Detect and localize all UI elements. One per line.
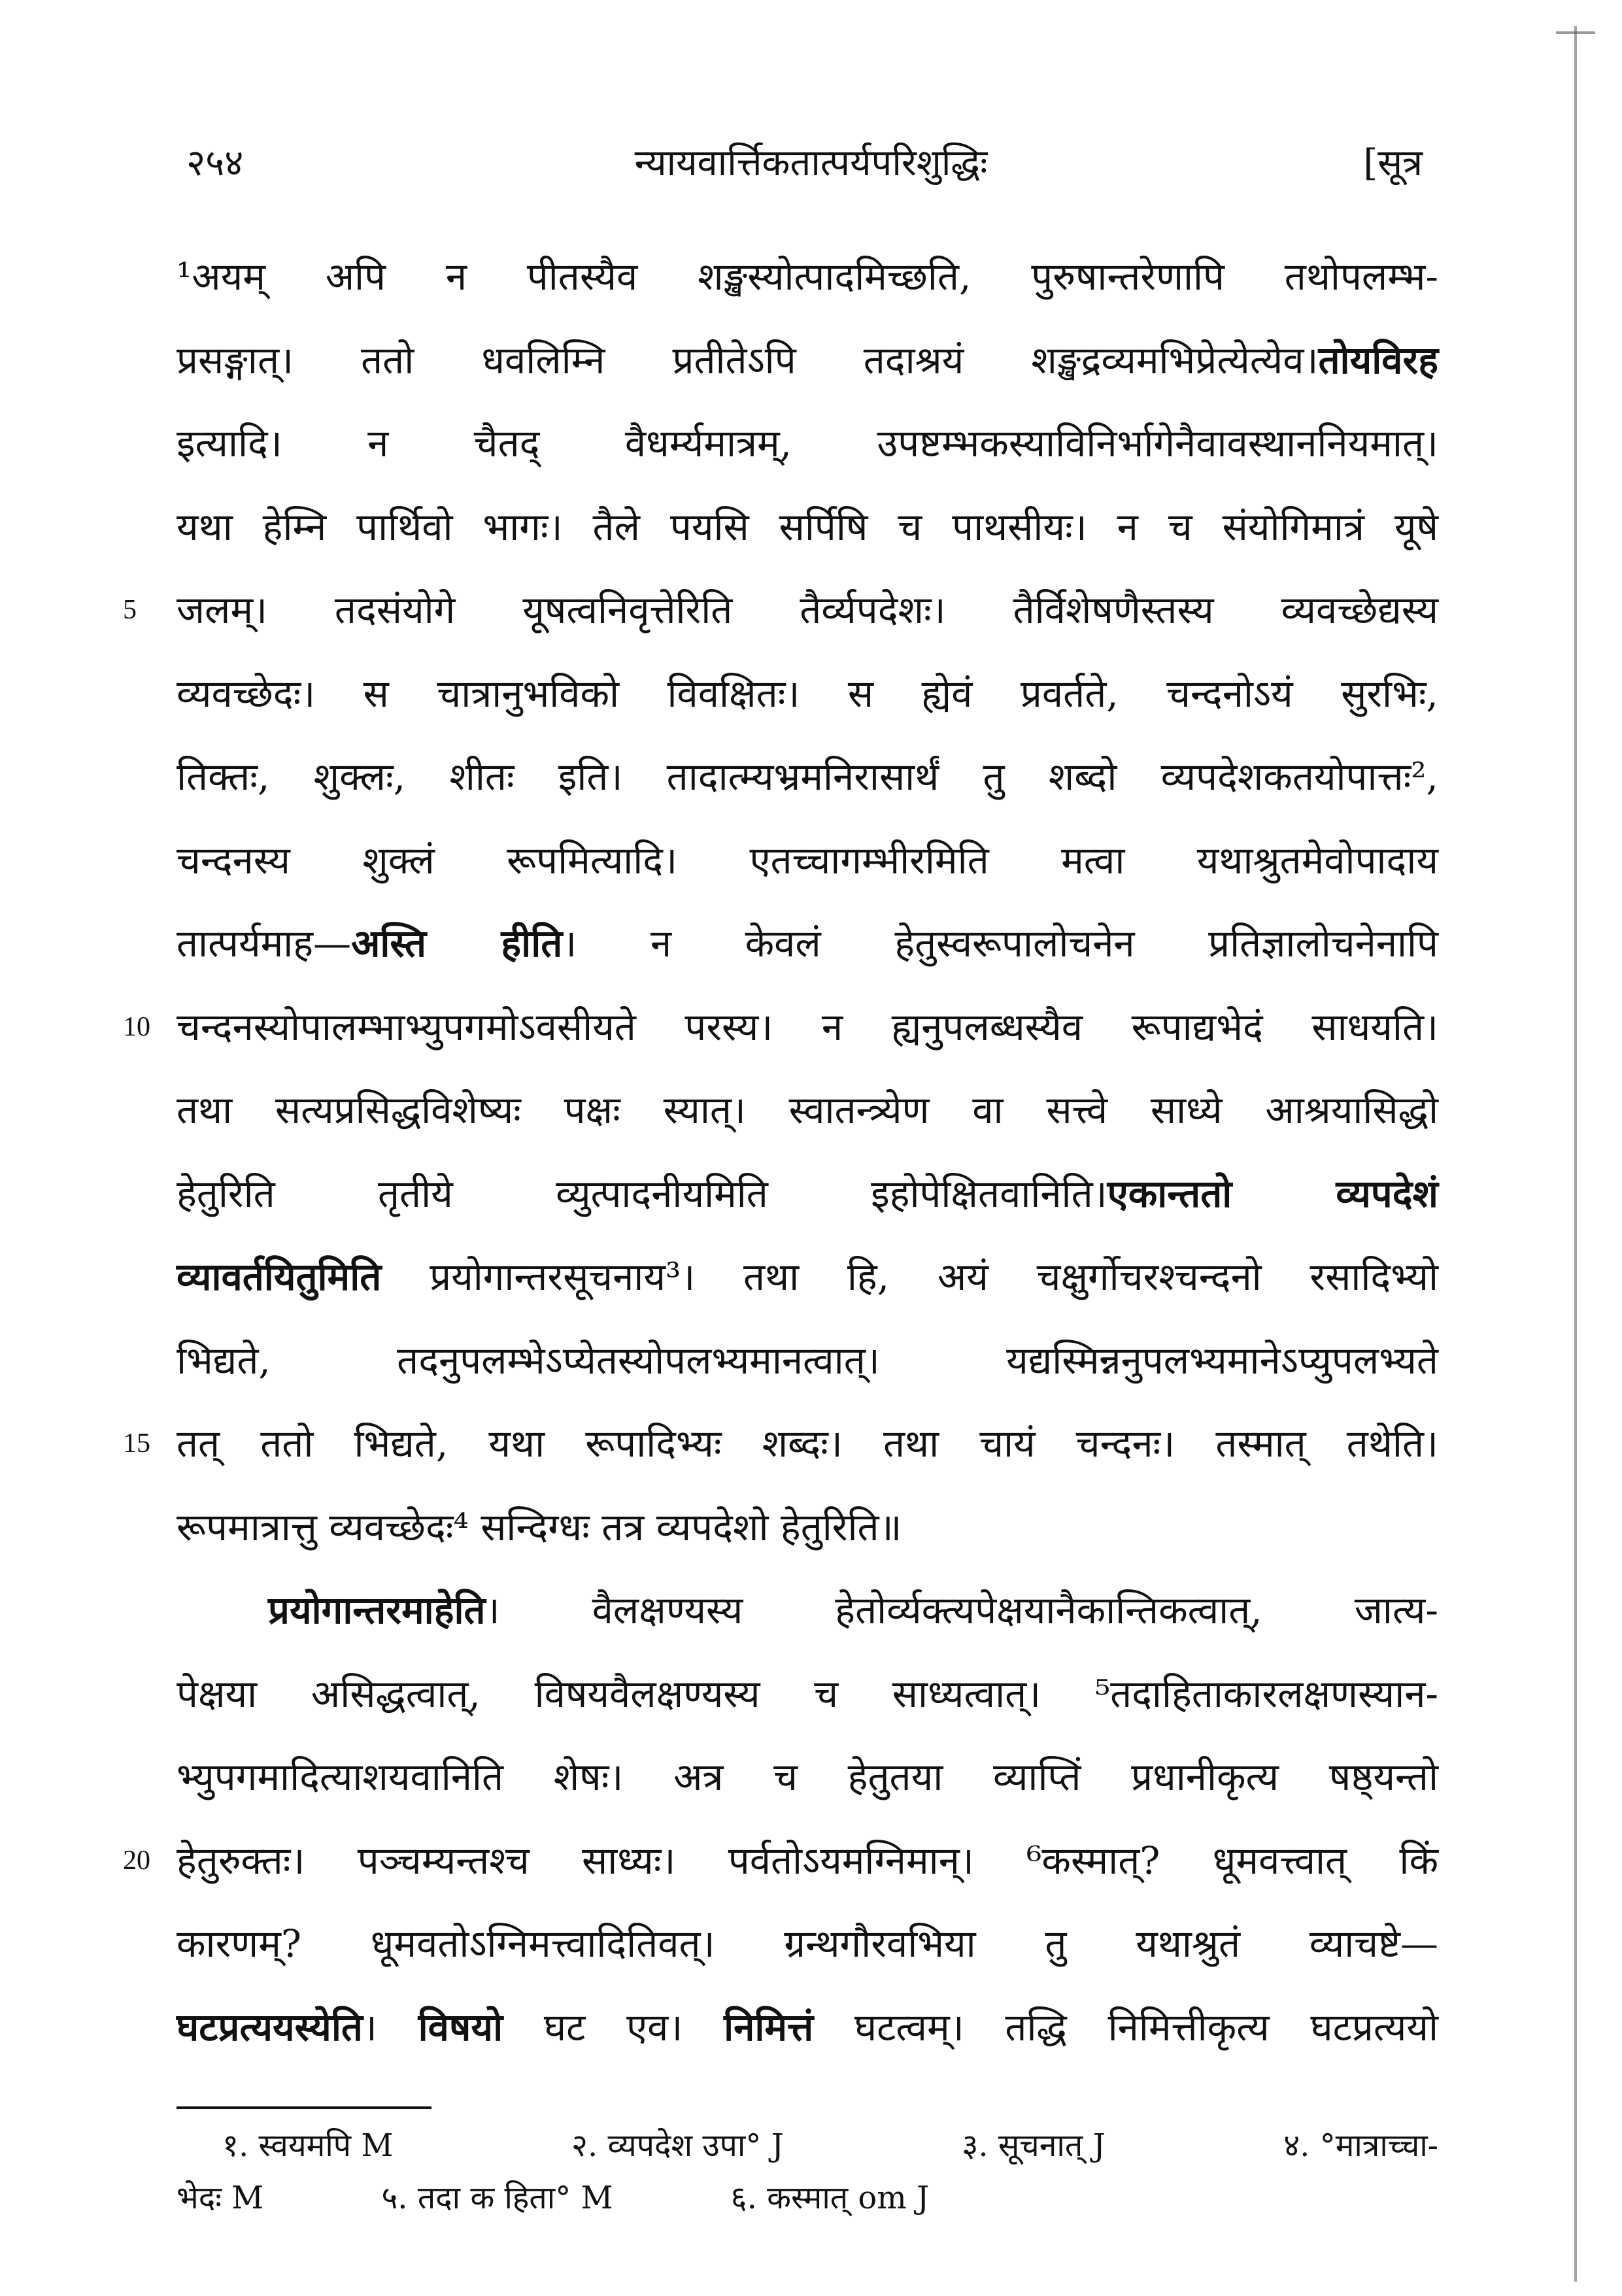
text-run: हेतुरिति तृतीये व्युत्पादनीयमिति इहोपेक्षितवानिति। — [177, 1171, 1107, 1216]
text-run: भ्युपगमादित्याशयवानिति शेषः। अत्र च हेतुतया व्याप्तिं प्रधानीकृत्य षष्ठ्यन्तो — [177, 1755, 1438, 1799]
text-run: पेक्षया असिद्धत्वात्, विषयवैलक्षण्यस्य च साध्यत्वात्। ⁵तदाहिताकारलक्षणस्यान- — [177, 1671, 1438, 1716]
text-run: हेतुरुक्तः। पञ्चम्यन्तश्च साध्यः। पर्वतोऽयमग्निमान्। ⁶कस्मात्? धूमवत्त्वात् किं — [177, 1838, 1438, 1883]
text-line — [177, 1902, 1438, 1986]
running-section: [सूत्र — [1363, 142, 1423, 184]
text-run: । न केवलं हेतुस्वरूपालोचनेन प्रतिज्ञालोचनेनापि — [562, 921, 1438, 966]
text-run: ¹अयम् अपि न पीतस्यैव शङ्खस्योत्पादमिच्छति, पुरुषान्तरेणापि तथोपलम्भ- — [177, 254, 1438, 299]
text-line — [177, 1486, 1438, 1570]
footnote: ५. तदा क हिता° M — [381, 2180, 613, 2216]
running-title: न्यायवार्त्तिकतात्पर्यपरिशुद्धिः — [634, 142, 988, 184]
bold-lemma: अस्ति हीति — [351, 921, 563, 966]
text-line — [177, 1236, 1438, 1319]
text-line — [177, 1736, 1438, 1819]
text-run: भिद्यते, तदनुपलम्भेऽप्येतस्योपलभ्यमानत्वात्। यद्यस्मिन्ननुपलभ्यमानेऽप्युपलभ्यते — [177, 1338, 1438, 1383]
text-run: चन्दनस्य शुक्लं रूपमित्यादि। एतच्चागम्भीरमिति मत्वा यथाश्रुतमेवोपादाय — [177, 837, 1438, 883]
line-number: 20 — [123, 1845, 150, 1876]
text-run: तत् ततो भिद्यते, यथा रूपादिभ्यः शब्दः। तथा चायं चन्दनः। तस्मात् तथेति। — [177, 1421, 1438, 1466]
page-header — [0, 141, 1622, 199]
page-number: २५४ — [186, 142, 244, 184]
text-run: जलम्। तदसंयोगे यूषत्वनिवृत्तेरिति तैर्व्यपदेशः। तैर्विशेषणैस्तस्य व्यवच्छेद्यस्य — [177, 588, 1438, 632]
text-run: घट एव। — [503, 2004, 724, 2050]
text-run: प्रसङ्गात्। ततो धवलिम्नि प्रतीतेऽपि तदाश्रयं शङ्खद्रव्यमभिप्रेत्येत्येव। — [177, 337, 1319, 382]
text-run: रूपमात्रात्तु व्यवच्छेदः⁴ सन्दिग्धः तत्र व्यपदेशो हेतुरिति॥ — [177, 1504, 902, 1549]
footnote-line — [177, 2172, 1438, 2224]
text-line — [177, 402, 1438, 486]
text-line — [177, 1153, 1438, 1236]
footnote-rule — [177, 2106, 431, 2109]
footnote: ६. कस्मात् om J — [730, 2180, 930, 2216]
scan-margin-line — [1574, 26, 1577, 2282]
text-line — [123, 1819, 1438, 1903]
text-line — [177, 1653, 1438, 1736]
bold-lemma: घटप्रत्ययस्येति — [177, 2004, 363, 2050]
text-run: तात्पर्यमाह— — [177, 921, 352, 966]
text-line — [177, 1569, 1438, 1653]
bold-lemma: व्यावर्तयितुमिति — [177, 1255, 382, 1299]
footnote: ४. °मात्राच्चा- — [1283, 2127, 1438, 2164]
text-run: चन्दनस्योपालम्भाभ्युपगमोऽवसीयते परस्य। न ह्यनुपलब्धस्यैव रूपाद्यभेदं साधयति। — [177, 1004, 1438, 1049]
text-run: घटत्वम्। तद्धि निमित्तीकृत्य घटप्रत्ययो — [813, 2004, 1439, 2050]
text-run: प्रयोगान्तरसूचनाय³। तथा हि, अयं चक्षुर्गोचरश्चन्दनो रसादिभ्यो — [381, 1255, 1438, 1299]
line-number: 5 — [123, 595, 137, 625]
bold-lemma: तोयविरह — [1318, 337, 1438, 382]
text-line — [123, 1402, 1438, 1486]
text-line — [177, 486, 1438, 569]
text-run: । — [362, 2004, 418, 2050]
text-line — [123, 569, 1438, 652]
text-line — [177, 1986, 1438, 2070]
footnote-line — [177, 2119, 1438, 2172]
bold-lemma: एकान्ततो व्यपदेशं — [1107, 1171, 1438, 1216]
main-text — [123, 235, 1439, 2069]
text-line — [177, 319, 1438, 403]
bold-lemma: निमित्तं — [724, 2004, 814, 2050]
text-run: । वैलक्षण्यस्य हेतोर्व्यक्त्यपेक्षयानैकान्तिकत्वात्, जात्य- — [485, 1588, 1438, 1632]
footnote: ३. सूचनात् J — [962, 2127, 1106, 2164]
line-number: 10 — [123, 1011, 150, 1042]
scan-margin-tick — [1556, 31, 1595, 34]
footnote: १. स्वयमपि M — [222, 2127, 394, 2164]
text-run: तथा सत्यप्रसिद्धविशेष्यः पक्षः स्यात्। स्वातन्त्र्येण वा सत्त्वे साध्ये आश्रयासिद्धो — [177, 1088, 1438, 1132]
text-line — [177, 819, 1438, 903]
line-number: 15 — [123, 1428, 150, 1459]
bold-lemma: विषयो — [418, 2004, 503, 2050]
text-line — [123, 986, 1438, 1070]
bold-lemma: प्रयोगान्तरमाहेति — [268, 1588, 486, 1632]
text-line — [177, 902, 1438, 986]
footnotes — [177, 2119, 1438, 2224]
text-line — [177, 1319, 1438, 1403]
text-run: व्यवच्छेदः। स चात्रानुभविको विवक्षितः। स ह्येवं प्रवर्तते, चन्दनोऽयं सुरभिः, — [177, 671, 1438, 716]
text-run: कारणम्? धूमवतोऽग्निमत्त्वादितिवत्। ग्रन्थगौरवभिया तु यथाश्रुतं व्याचष्टे— — [177, 1921, 1438, 1966]
text-run: यथा हेम्नि पार्थिवो भागः। तैले पयसि सर्पिषि च पाथसीयः। न च संयोगिमात्रं यूषे — [177, 504, 1438, 549]
text-line — [177, 235, 1438, 319]
text-run: इत्यादि। न चैतद् वैधर्म्यमात्रम्, उपष्टम्भकस्याविनिर्भागेनैवावस्थाननियमात्। — [177, 421, 1438, 465]
footnote: २. व्यपदेश उपा° J — [571, 2127, 784, 2164]
text-run: तिक्तः, शुक्लः, शीतः इति। तादात्म्यभ्रमनिरासार्थं तु शब्दो व्यपदेशकतयोपात्तः², — [177, 754, 1438, 799]
text-line — [177, 652, 1438, 736]
text-line — [177, 735, 1438, 819]
text-line — [177, 1069, 1438, 1153]
footnote: भेदः M — [177, 2180, 264, 2216]
